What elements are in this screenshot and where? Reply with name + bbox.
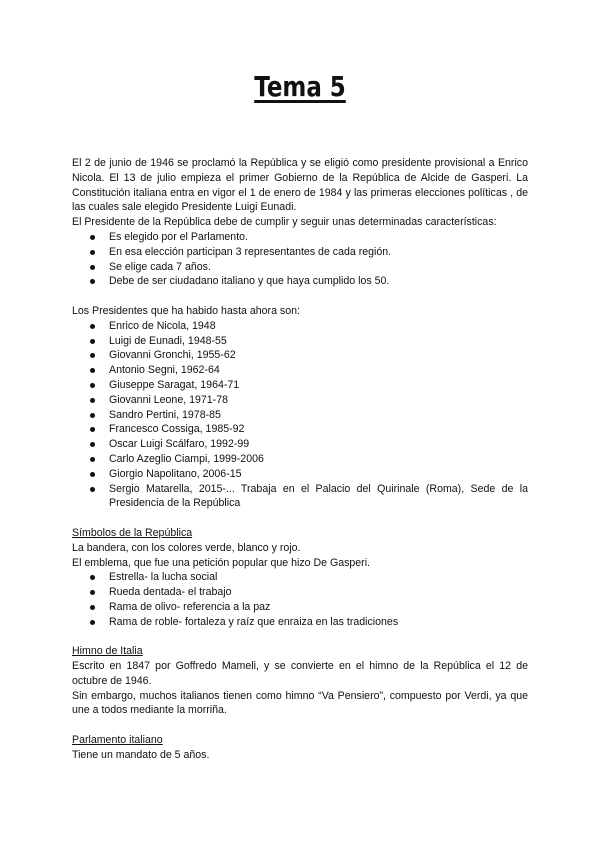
list-item: Rueda dentada- el trabajo: [72, 585, 528, 600]
list-item: Giuseppe Saragat, 1964-71: [72, 378, 528, 393]
president-requirements-intro: El Presidente de la República debe de cumplir y seguir unas determinadas características:: [72, 216, 497, 229]
presidents-intro: Los Presidentes que ha habido hasta ahora son:: [72, 304, 300, 317]
spacer: [72, 289, 528, 304]
list-item: Estrella- la lucha social: [72, 570, 528, 585]
list-item: Oscar Luigi Scálfaro, 1992-99: [72, 437, 528, 452]
list-item: Sergio Matarella, 2015-... Trabaja en el Palacio del Quirinale (Roma), Sede de la Presidencia de la República: [72, 482, 528, 512]
list-item: Giovanni Gronchi, 1955-62: [72, 348, 528, 363]
symbols-flag-text: La bandera, con los colores verde, blanco y rojo.: [72, 541, 301, 554]
list-item: Giovanni Leone, 1971-78: [72, 393, 528, 408]
list-item: En esa elección participan 3 representantes de cada región.: [72, 245, 528, 260]
list-item: Enrico de Nicola, 1948: [72, 319, 528, 334]
list-item: Luigi de Eunadi, 1948-55: [72, 334, 528, 349]
list-item: Sandro Pertini, 1978-85: [72, 408, 528, 423]
anthem-paragraph-2: Sin embargo, muchos italianos tienen como himno “Va Pensiero”, compuesto por Verdi, ya que une a todos mediante la morriña.: [72, 689, 528, 717]
presidents-list: [72, 319, 528, 511]
list-item: Se elige cada 7 años.: [72, 260, 528, 275]
requirements-list: [72, 230, 528, 289]
document-body: [72, 156, 528, 763]
spacer: [72, 718, 528, 733]
list-item: Es elegido por el Parlamento.: [72, 230, 528, 245]
parliament-heading: Parlamento italiano: [72, 734, 163, 747]
page-title: Tema 5: [254, 70, 346, 103]
parliament-paragraph: Tiene un mandato de 5 años.: [72, 748, 210, 761]
anthem-paragraph-1: Escrito en 1847 por Goffredo Mameli, y se convierte en el himno de la República el 12 de octubre de 1946.: [72, 660, 528, 687]
list-item: Rama de olivo- referencia a la paz: [72, 600, 528, 615]
anthem-heading: Himno de Italia: [72, 645, 143, 658]
symbols-emblem-text: El emblema, que fue una petición popular que hizo De Gasperi.: [72, 556, 370, 569]
list-item: Giorgio Napolitano, 2006-15: [72, 467, 528, 482]
list-item: Francesco Cossiga, 1985-92: [72, 422, 528, 437]
emblem-list: [72, 570, 528, 629]
spacer: [72, 511, 528, 526]
list-item: Rama de roble- fortaleza y raíz que enraiza en las tradiciones: [72, 615, 528, 630]
list-item: Carlo Azeglio Ciampi, 1999-2006: [72, 452, 528, 467]
spacer: [72, 630, 528, 645]
intro-paragraph: El 2 de junio de 1946 se proclamó la República y se eligió como presidente provisional a Enrico Nicola. El 13 de julio empieza el primer Gobierno de la República de Alcide de Gasperi. La Constitución italiana entra en vigor el 1 de enero de 1984 y las primeras elecciones políticas , de las cuales sale elegido Presidente Luigi Eunadi.: [72, 157, 528, 214]
list-item: Antonio Segni, 1962-64: [72, 363, 528, 378]
list-item: Debe de ser ciudadano italiano y que haya cumplido los 50.: [72, 274, 528, 289]
symbols-heading: Símbolos de la República: [72, 526, 193, 539]
